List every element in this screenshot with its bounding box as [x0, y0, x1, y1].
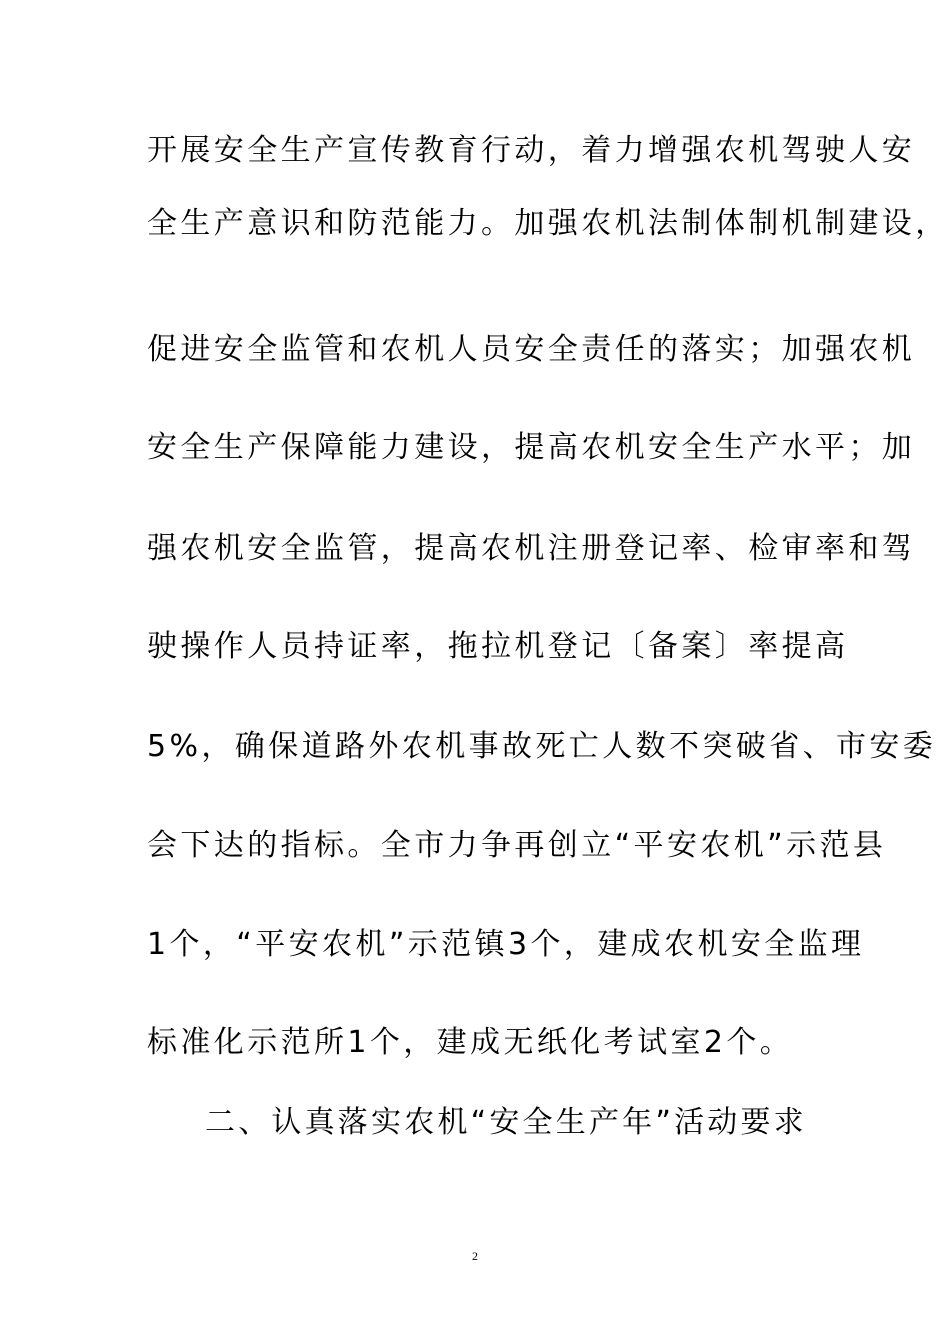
body-line-8: 会下达的指标。全市力争再创立“平安农机”示范县	[147, 828, 887, 863]
body-line-1: 开展安全生产宣传教育行动，着力增强农机驾驶人安	[147, 133, 916, 168]
body-line-3: 促进安全监管和农机人员安全责任的落实；加强农机	[147, 332, 916, 367]
body-line-6: 驶操作人员持证率，拖拉机登记〔备案〕率提高	[147, 629, 849, 664]
body-line-9: 1个，“平安农机”示范镇3个，建成农机安全监理	[147, 927, 865, 962]
section-heading: 二、认真落实农机“安全生产年”活动要求	[205, 1105, 807, 1140]
body-line-10: 标准化示范所1个，建成无纸化考试室2个。	[147, 1025, 794, 1060]
body-line-4: 安全生产保障能力建设，提高农机安全生产水平；加	[147, 430, 916, 465]
page-number: 2	[472, 1249, 478, 1263]
body-line-5: 强农机安全监管，提高农机注册登记率、检审率和驾	[147, 531, 916, 566]
body-line-7: 5%，确保道路外农机事故死亡人数不突破省、市安委	[147, 729, 937, 764]
body-line-2: 全生产意识和防范能力。加强农机法制体制机制建设，	[147, 206, 949, 241]
